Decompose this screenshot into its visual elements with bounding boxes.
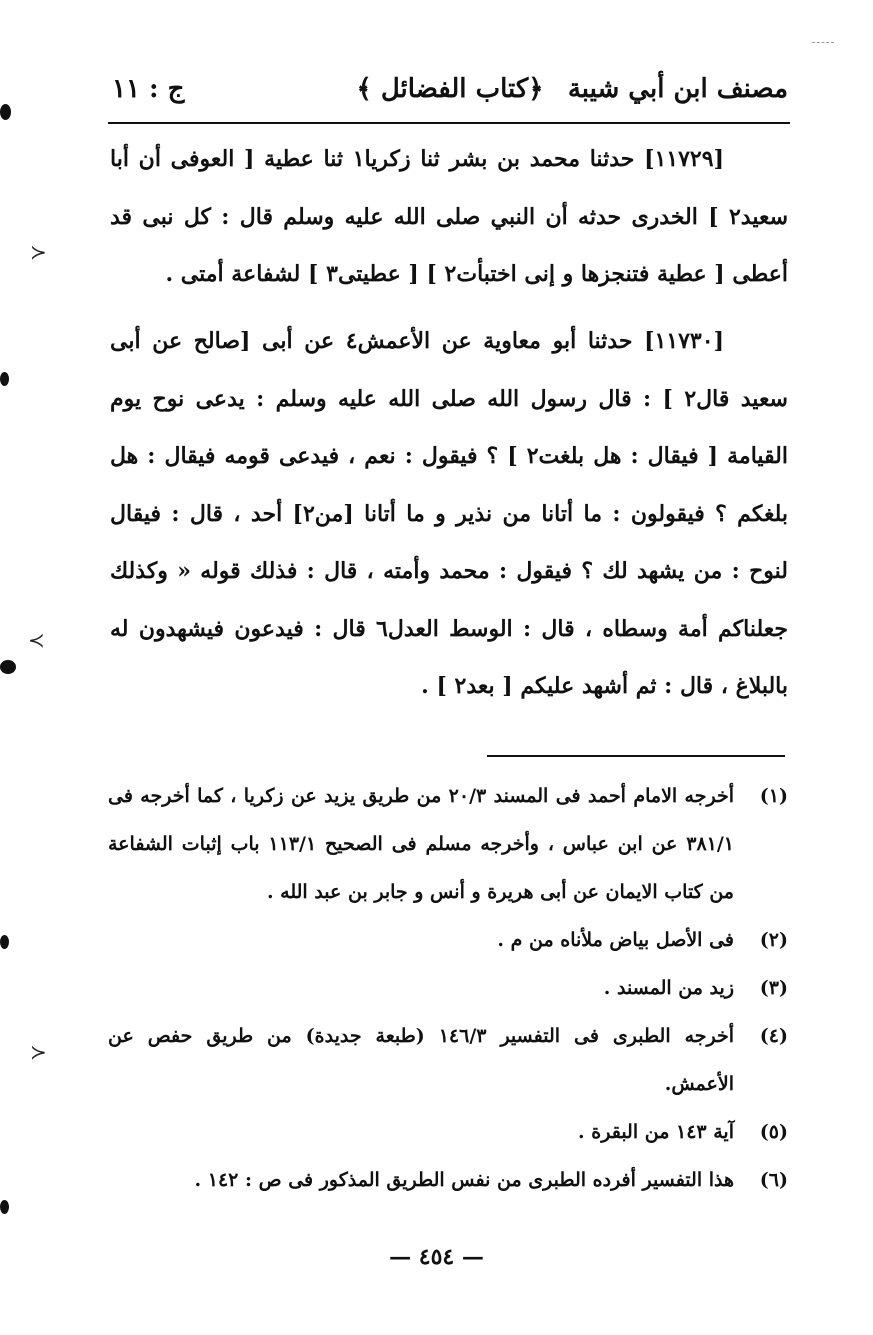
binding-mark <box>0 372 9 386</box>
footnote-text: زيد من المسند . <box>603 977 734 999</box>
hadith-text: [١١٧٢٩] حدثنا محمد بن بشر ثنا زكريا١ ثنا عطية [ العوفى أن أبا سعيد٢ ] الخدرى حدثه أن النبي صلى الله عليه وسلم قال : كل نبى قد أعطى [ عطية فتنجزها و إنى اختبأت٢ ] [ عطيتى٣ ] لشفاعة أمتى . <box>110 146 788 287</box>
footnote-text: آية ١٤٣ من البقرة . <box>578 1121 734 1143</box>
footnote-number: (٦) <box>759 1169 788 1191</box>
margin-tick-mark: ≺ <box>28 628 45 652</box>
footnote-item <box>108 964 788 1012</box>
footnote-number: (٥) <box>759 1121 788 1143</box>
footnote-text: أخرجه الطبرى فى التفسير ١٤٦/٣ (طبعة جديدة) من طريق حفص عن الأعمش. <box>108 1025 735 1095</box>
margin-tick-mark: ≻ <box>30 1040 47 1064</box>
hadith-paragraph-11729 <box>110 131 788 304</box>
footnote-item <box>108 772 788 916</box>
binding-mark <box>0 104 11 120</box>
running-header <box>112 70 788 116</box>
margin-tick-mark: ≻ <box>30 240 47 264</box>
hadith-paragraph-11730 <box>110 313 788 716</box>
footnote-item <box>108 916 788 964</box>
footnote-item <box>108 1156 788 1204</box>
binding-mark <box>0 660 16 674</box>
footnote-item <box>108 1108 788 1156</box>
scan-speck <box>812 42 834 43</box>
footnote-rule <box>487 755 785 757</box>
binding-mark <box>0 935 9 949</box>
footnote-number: (٤) <box>759 1025 788 1047</box>
footnote-text: فى الأصل بياض ملأناه من م . <box>497 929 734 951</box>
footnote-number: (٢) <box>759 929 788 951</box>
footnote-number: (٣) <box>759 977 788 999</box>
footnotes <box>108 772 788 1204</box>
volume-number: ج : ١١ <box>112 74 185 104</box>
hadith-text: [١١٧٣٠] حدثنا أبو معاوية عن الأعمش٤ عن أبى [صالح عن أبى سعيد قال٢ ] : قال رسول الله صلى الله عليه وسلم : يدعى نوح يوم القيامة [ فيقال : هل بلغت٢ ] ؟ فيقول : نعم ، فيدعى قومه فيقال : هل بلغكم ؟ فيقولون : ما أتانا من نذير و ما أتانا [من٢] أحد ، قال : فيقال لنوح : من يشهد لك ؟ فيقول : محمد وأمته ، قال : فذلك قوله « وكذلك جعلناكم أمة وسطاه ، قال : الوسط العدل٦ قال : فيدعون فيشهدون له بالبلاغ ، قال : ثم أشهد عليكم [ بعد٢ ] . <box>110 328 788 699</box>
header-rule <box>108 122 790 124</box>
footnote-text: هذا التفسير أفرده الطبرى من نفس الطريق المذكور فى ص : ١٤٢ . <box>194 1169 734 1191</box>
binding-mark <box>0 1200 9 1214</box>
chapter-title: ﴿كتاب الفضائل ﴾ <box>356 74 544 104</box>
book-title: مصنف ابن أبي شيبة <box>567 74 788 104</box>
footnote-item <box>108 1012 788 1108</box>
page-number: — ٤٥٤ — <box>389 1244 484 1270</box>
footnote-text: أخرجه الامام أحمد فى المسند ٢٠/٣ من طريق يزيد عن زكريا ، كما أخرجه فى ٣٨١/١ عن ابن عباس ، وأخرجه مسلم فى الصحيح ١١٣/١ باب إثبات الشفاعة من كتاب الايمان عن أبى هريرة و أنس و جابر بن عبد الله . <box>108 785 734 903</box>
footnote-number: (١) <box>759 785 788 807</box>
